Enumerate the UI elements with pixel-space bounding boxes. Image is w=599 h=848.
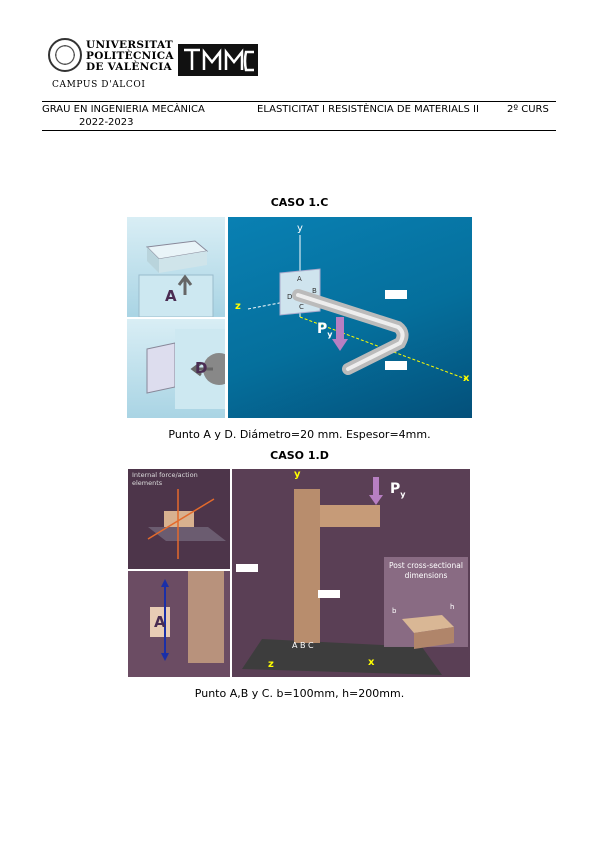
degree-name: GRAU EN INGENIERIA MECÀNICA	[42, 104, 205, 115]
bent-pipe-diagram	[228, 217, 472, 418]
university-name: UNIVERSITAT POLITÈCNICA DE VALÈNCIA	[86, 39, 174, 73]
case-1c-figure	[127, 217, 472, 418]
section-point-c: C	[299, 303, 304, 311]
x-axis-label: x	[463, 373, 470, 384]
point-a-panel	[128, 571, 230, 677]
section-point-b: B	[312, 287, 317, 295]
campus-name: CAMPUS D'ALCOI	[52, 80, 146, 90]
case-1d-figure	[128, 469, 470, 677]
course-level: 2º CURS	[507, 104, 549, 115]
header-bottom-rule	[42, 130, 556, 131]
header-top-rule	[42, 101, 556, 102]
academic-year: 2022-2023	[79, 117, 134, 128]
z-axis-label: z	[235, 301, 241, 312]
case-1c-title: CASO 1.C	[270, 196, 329, 209]
z-axis-label: z	[268, 659, 274, 670]
detail-a-panel	[127, 217, 225, 317]
section-point-d: D	[287, 293, 293, 301]
internal-force-panel	[128, 469, 230, 569]
upv-logo	[48, 38, 174, 94]
y-axis-label: y	[294, 469, 301, 480]
dimension-b-label: b	[392, 607, 397, 615]
x-axis-label: x	[368, 657, 375, 668]
internal-force-label: Internal force/action elements	[132, 471, 198, 487]
dimension-h-label: h	[450, 603, 455, 611]
department-logo	[178, 44, 258, 76]
section-point-a: A	[297, 275, 302, 283]
case-1d-caption: Punto A,B y C. b=100mm, h=200mm.	[194, 687, 405, 700]
point-a-label: A	[165, 287, 177, 305]
point-d-label: D	[195, 359, 208, 377]
point-a-label: A	[154, 613, 166, 631]
case-1d-title: CASO 1.D	[270, 449, 329, 462]
load-py-label: $P_y$	[390, 481, 406, 499]
load-py-label: $P_y$	[317, 321, 333, 339]
detail-d-panel	[127, 319, 225, 418]
university-seal-icon	[48, 38, 82, 72]
case-1c-caption: Punto A y D. Diámetro=20 mm. Espesor=4mm.	[168, 428, 431, 441]
subject-name: ELASTICITAT I RESISTÈNCIA DE MATERIALS II	[257, 104, 479, 115]
section-points-label: A B C	[292, 641, 314, 650]
post-dimensions-label: Post cross-sectional dimensions	[389, 561, 463, 580]
y-axis-label: y	[297, 223, 303, 234]
